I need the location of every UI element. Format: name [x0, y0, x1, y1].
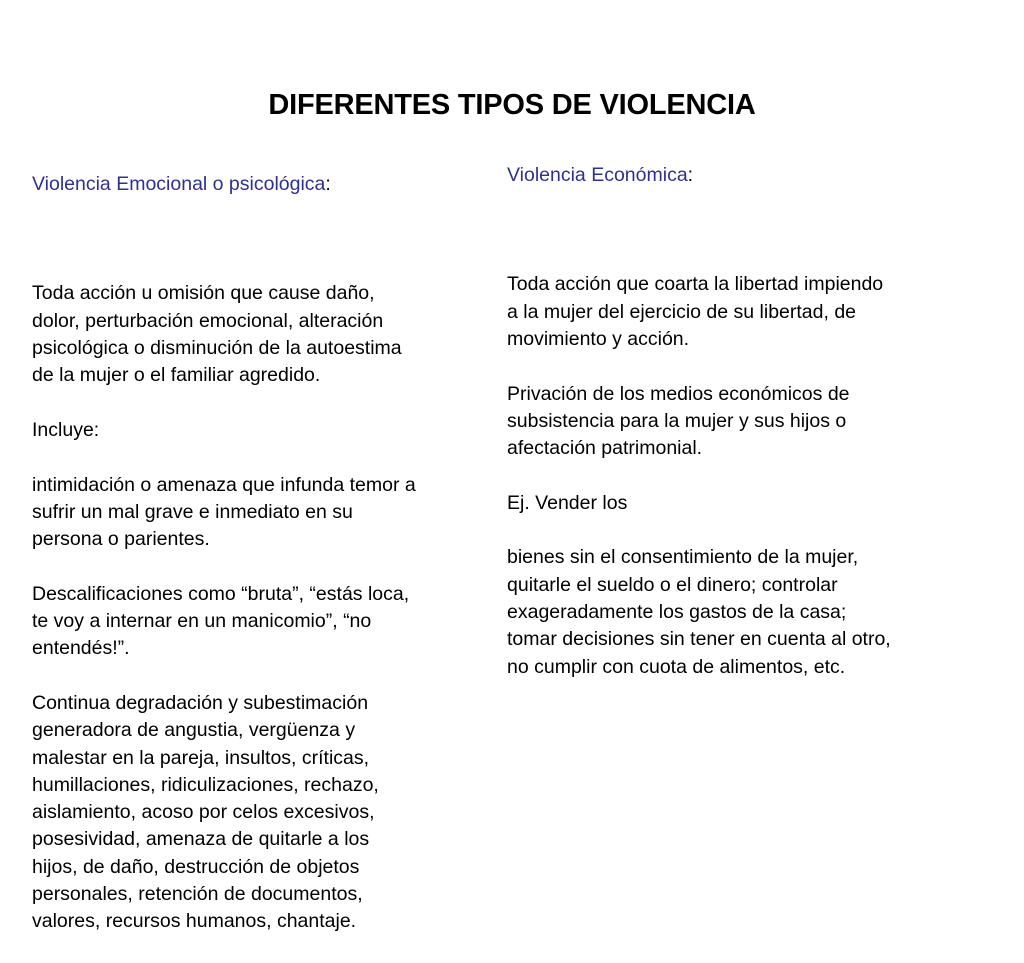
- emotional-violence-heading: Violencia Emocional o psicológica: [32, 173, 326, 196]
- heading-colon: :: [325, 173, 331, 196]
- disqualifications-paragraph: Descalificaciones como “bruta”, “estás loca, te voy a internar en un manicomio”, “no entendés!”.: [32, 582, 410, 660]
- heading-colon: :: [687, 164, 694, 187]
- deprivation-paragraph: Privación de los medios económicos de subsistencia para la mujer y sus hijos o afectación patrimonial.: [507, 382, 850, 460]
- example-label: Ej. Vender los: [507, 491, 628, 514]
- examples-paragraph: bienes sin el consentimiento de la mujer, quitarle el sueldo o el dinero; controlar exageradamente los gastos de la casa; tomar decisiones sin tener en cuenta al otro, no cumplir con cuota de alimentos, etc.: [507, 546, 891, 678]
- section-heading-line: [32, 171, 492, 198]
- economic-violence-heading: Violencia Económica: [507, 164, 688, 187]
- definition-paragraph: Toda acción u omisión que cause daño, dolor, perturbación emocional, alteración psicológica o disminución de la autoestima de la mujer o el familiar agredido.: [32, 282, 402, 387]
- page-title: DIFERENTES TIPOS DE VIOLENCIA: [268, 89, 756, 121]
- spacer: [507, 217, 977, 244]
- includes-label: Incluye:: [32, 418, 100, 441]
- economic-violence-section: [507, 135, 977, 708]
- section-heading-line: [507, 162, 977, 189]
- emotional-violence-section: [32, 144, 492, 963]
- degradation-paragraph: Continua degradación y subestimación generadora de angustia, vergüenza y malestar en la pareja, insultos, críticas, humillaciones, ridiculizaciones, rechazo, aislamiento, acoso por celos excesivos, posesividad, amenaza de quitarle a los hijos, de daño, destrucción de objetos personales, retención de documentos, valores, recursos humanos, chantaje.: [32, 691, 379, 933]
- definition-paragraph: Toda acción que coarta la libertad impiendo a la mujer del ejercicio de su libertad, de movimiento y acción.: [507, 273, 884, 351]
- intimidation-paragraph: intimidación o amenaza que infunda temor a sufrir un mal grave e inmediato en su persona o parientes.: [32, 473, 416, 551]
- spacer: [32, 226, 492, 253]
